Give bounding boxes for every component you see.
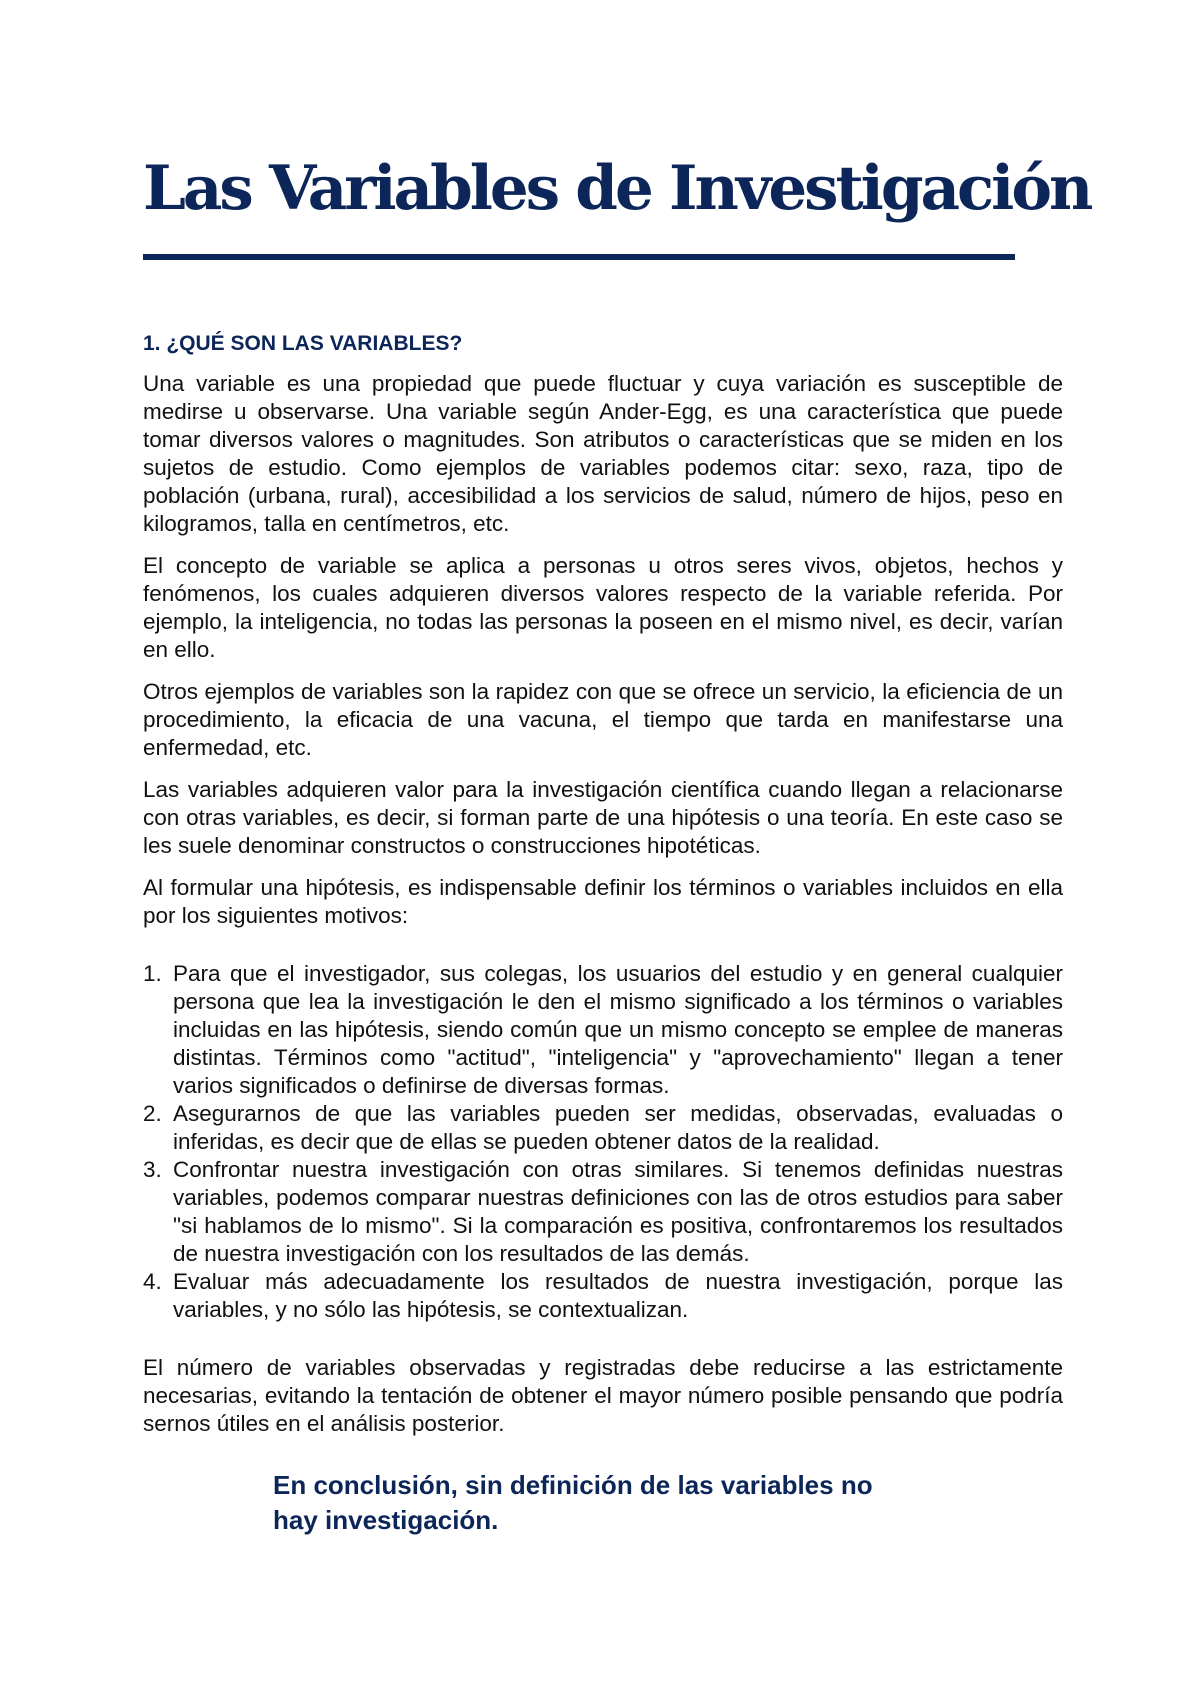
paragraph-concept: El concepto de variable se aplica a personas u otros seres vivos, objetos, hechos y fenómenos, los cuales adquieren diversos valores respecto de la variable referida. Por ejemplo, la inteligencia, no todas las personas la poseen en el mismo nivel, es decir, varían en ello.: [143, 553, 1063, 662]
paragraph-closing: El número de variables observadas y registradas debe reducirse a las estrictamente necesarias, evitando la tentación de obtener el mayor número posible pensando que podría sernos útiles en el análisis posterior.: [143, 1355, 1063, 1436]
title-underline-rule: [143, 254, 1015, 260]
list-item-text: Asegurarnos de que las variables pueden ser medidas, observadas, evaluadas o inferidas, es decir que de ellas se pueden obtener datos de la realidad.: [173, 1101, 1063, 1154]
document-title: Las Variables de Investigación: [143, 153, 1091, 224]
list-item-number: 2.: [143, 1101, 162, 1126]
list-item-text: Evaluar más adecuadamente los resultados de nuestra investigación, porque las variables, y no sólo las hipótesis, se contextualizan.: [173, 1269, 1063, 1322]
conclusion-line: hay investigación.: [273, 1505, 499, 1535]
list-item: [143, 1268, 1063, 1324]
list-item-text: Para que el investigador, sus colegas, los usuarios del estudio y en general cualquier persona que lea la investigación le den el mismo significado a los términos o variables incluidas en las hipótesis, siendo común que un mismo concepto se emplee de maneras distintas. Términos como "actitud", "inteligencia" y "aprovechamiento" llegan a tener varios significados o definirse de diversas formas.: [173, 961, 1063, 1098]
paragraph-examples: Otros ejemplos de variables son la rapidez con que se ofrece un servicio, la eficiencia de un procedimiento, la eficacia de una vacuna, el tiempo que tarda en manifestarse una enfermedad, etc.: [143, 679, 1063, 760]
paragraph-definition: Una variable es una propiedad que puede fluctuar y cuya variación es susceptible de medirse u observarse. Una variable según Ander-Egg, es una característica que puede tomar diversos valores o magnitudes. Son atributos o características que se miden en los sujetos de estudio. Como ejemplos de variables podemos citar: sexo, raza, tipo de población (urbana, rural), accesibilidad a los servicios de salud, número de hijos, peso en kilogramos, talla en centímetros, etc.: [143, 371, 1063, 536]
list-item-text: Confrontar nuestra investigación con otras similares. Si tenemos definidas nuestras variables, podemos comparar nuestras definiciones con las de otros estudios para saber "si hablamos de lo mismo". Si la comparación es positiva, confrontaremos los resultados de nuestra investigación con los resultados de las demás.: [173, 1157, 1063, 1266]
list-item-number: 4.: [143, 1269, 162, 1294]
section-heading: 1. ¿QUÉ SON LAS VARIABLES?: [143, 332, 463, 355]
list-item: [143, 1100, 1063, 1156]
document-body: [143, 330, 1063, 1538]
reasons-list: [143, 960, 1063, 1324]
list-item-number: 1.: [143, 961, 162, 986]
conclusion-line: En conclusión, sin definición de las variables no: [273, 1470, 873, 1500]
conclusion-callout: [273, 1468, 953, 1538]
paragraph-hypothesis-intro: Al formular una hipótesis, es indispensable definir los términos o variables incluidos en ella por los siguientes motivos:: [143, 875, 1063, 928]
list-item-number: 3.: [143, 1157, 162, 1182]
paragraph-scientific-value: Las variables adquieren valor para la investigación científica cuando llegan a relacionarse con otras variables, es decir, si forman parte de una hipótesis o una teoría. En este caso se les suele denominar constructos o construcciones hipotéticas.: [143, 777, 1063, 858]
list-item: [143, 1156, 1063, 1268]
list-item: [143, 960, 1063, 1100]
